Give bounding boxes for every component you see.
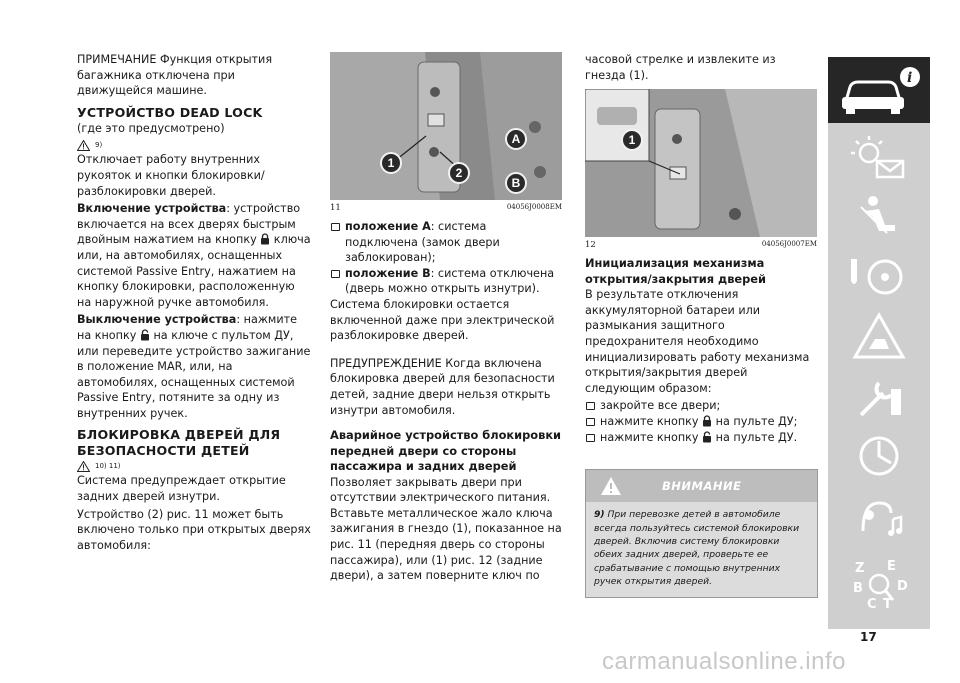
figure-11-number: 11 — [330, 203, 341, 213]
door-latch-illustration — [330, 52, 562, 200]
emergency-lock-text: Позволяет закрывать двери при отсутствии электрического питания. Вставьте металлическое жало ключа зажигания в гнездо (1), показанное на рис. 11 (передняя дверь со стороны пассажира), или (1) рис. 12 (задние двери), а затем поверните ключ по — [330, 475, 562, 583]
svg-text:Z: Z — [855, 561, 865, 576]
sidebar-item-multimedia[interactable] — [828, 487, 930, 545]
section-title-initialization: Инициализация механизма открытия/закрытия дверей — [585, 256, 767, 286]
attention-body: 9) При перевозке детей в автомобиле всегда пользуйтесь системой блокировки дверей. Включив систему блокировки обеих задних дверей, проверьте ее срабатывание с помощью внутренних ручек открытия дверей. — [586, 502, 817, 596]
sidebar-item-maintenance[interactable] — [828, 367, 930, 425]
attention-header — [586, 470, 817, 502]
callout-a: A — [505, 128, 527, 150]
callout-1: 1 — [621, 129, 643, 151]
page-number: 17 — [860, 630, 877, 644]
bullet-position-a: положение A: система подключена (замок двери заблокирован); — [330, 219, 562, 266]
deadlock-subtitle: (где это предусмотрено) — [77, 121, 225, 135]
warning-ref — [77, 138, 311, 152]
rear-door-latch-illustration — [585, 89, 817, 237]
child-lock-paragraph-2: Устройство (2) рис. 11 может быть включено только при открытых дверях автомобиля: — [77, 507, 311, 552]
seat-safety-icon — [839, 191, 919, 241]
lock-open-icon — [702, 431, 712, 443]
column-middle — [330, 52, 562, 586]
child-lock-warning: ПРЕДУПРЕЖДЕНИЕ Когда включена блокировка дверей для безопасности детей, задние двери нельзя открыть изнутри автомобиля. — [330, 356, 555, 417]
child-ref-numbers: 10) 11) — [95, 462, 121, 471]
child-warning-ref — [77, 459, 311, 473]
figure-12 — [585, 89, 817, 250]
svg-text:E: E — [887, 559, 896, 574]
figure-12-code: 04056J0007EM — [761, 240, 817, 249]
sidebar-item-technical-data[interactable] — [828, 427, 930, 485]
callout-b: B — [505, 172, 527, 194]
figure-12-number: 12 — [585, 240, 596, 251]
deadlock-off-paragraph: Выключение устройства: нажмите на кнопку на ключе с пультом ДУ, или переведите устройство зажигание в положение MAR, или, на автомобилях, оснащенных системой Passive Entry, потяните за одну из внутренних ручек. — [77, 313, 311, 420]
deadlock-off-label: Выключение устройства — [77, 313, 237, 327]
index-icon — [839, 554, 919, 614]
figure-11-image — [330, 52, 562, 200]
deadlock-on-label: Включение устройства — [77, 202, 227, 216]
section-title-child-lock: БЛОКИРОВКА ДВЕРЕЙ ДЛЯ БЕЗОПАСНОСТИ ДЕТЕЙ — [77, 427, 281, 459]
steering-icon — [839, 251, 919, 301]
svg-text:C: C — [867, 597, 877, 612]
section-title-emergency-lock: Аварийное устройство блокировки передней двери со стороны пассажира и задних дверей — [330, 428, 562, 474]
column-right — [585, 52, 818, 598]
bullet-box-icon — [586, 402, 595, 410]
attention-box — [585, 469, 818, 597]
sidebar-item-emergency[interactable] — [828, 307, 930, 365]
deadlock-on-paragraph: Включение устройства: устройство включается на всех дверях быстрым двойным нажатием на кнопку ключа или, на автомобилях, оснащенных системой Passive Entry, нажатием на кнопку блокировки, расположенную на наружной ручке автомобиля. — [77, 202, 311, 309]
svg-text:i: i — [907, 70, 913, 86]
section-title-deadlock: УСТРОЙСТВО DEAD LOCK — [77, 104, 263, 120]
emergency-icon — [839, 311, 919, 361]
attention-title: ВНИМАНИЕ — [662, 479, 742, 494]
warning-triangle-icon — [77, 461, 90, 472]
figure-11-caption — [330, 203, 562, 213]
warning-ref-number: 9) — [95, 141, 103, 150]
bullet-box-icon — [331, 270, 340, 278]
technical-data-icon — [839, 431, 919, 481]
sidebar-item-warning-lights[interactable] — [828, 127, 930, 185]
figure-12-image — [585, 89, 817, 237]
sidebar-item-index[interactable] — [828, 549, 930, 619]
svg-text:D: D — [897, 579, 908, 594]
deadlock-description: Отключает работу внутренних рукояток и кнопки блокировки/разблокировки дверей. — [77, 153, 265, 198]
lock-open-icon — [140, 329, 150, 341]
child-lock-paragraph-1: Система предупреждает открытие задних дверей изнутри. — [77, 474, 286, 504]
callout-2: 2 — [448, 162, 470, 184]
step-press-lock: нажмите кнопку на пульте ДУ; — [585, 414, 818, 430]
car-info-icon — [828, 57, 930, 123]
multimedia-icon — [839, 491, 919, 541]
lock-closed-icon — [702, 415, 712, 427]
svg-text:B: B — [853, 581, 863, 596]
step-press-unlock: нажмите кнопку на пульте ДУ. — [585, 430, 818, 446]
lock-closed-icon — [260, 233, 270, 245]
bullet-box-icon — [586, 418, 595, 426]
note-trunk: ПРИМЕЧАНИЕ Функция открытия багажника отключена при движущейся машине. — [77, 53, 273, 98]
column-left — [77, 52, 311, 555]
warning-triangle-icon — [77, 140, 90, 151]
figure-12-caption — [585, 240, 817, 250]
sidebar-item-car-info[interactable] — [828, 57, 930, 123]
watermark: carmanualsonline.info — [602, 648, 846, 675]
figure-11 — [330, 52, 562, 213]
svg-text:T: T — [883, 597, 892, 612]
bullet-position-b: положение B: система отключена (дверь можно открыть изнутри). — [330, 266, 562, 297]
figure-11-code: 04056J0008EM — [506, 203, 562, 211]
bullet-box-icon — [586, 434, 595, 442]
bullet-box-icon — [331, 223, 340, 231]
initialization-text: В результате отключения аккумуляторной батареи или размыкания защитного предохранителя необходимо инициализировать работу механизма открытия/закрытия дверей следующим образом: — [585, 288, 810, 395]
attention-number: 9) — [594, 509, 605, 521]
step-close-doors: закройте все двери; — [585, 398, 818, 414]
warning-triangle-icon — [600, 476, 622, 496]
child-lock-note: Система блокировки остается включенной даже при электрической разблокировке дверей. — [330, 297, 555, 343]
sidebar-item-starting-driving[interactable] — [828, 247, 930, 305]
emergency-lock-continued: часовой стрелке и извлеките из гнезда (1). — [585, 53, 776, 82]
maintenance-icon — [839, 371, 919, 421]
warning-lights-icon — [839, 131, 919, 181]
chapter-sidebar — [828, 57, 930, 629]
callout-1: 1 — [380, 152, 402, 174]
sidebar-item-safety[interactable] — [828, 187, 930, 245]
